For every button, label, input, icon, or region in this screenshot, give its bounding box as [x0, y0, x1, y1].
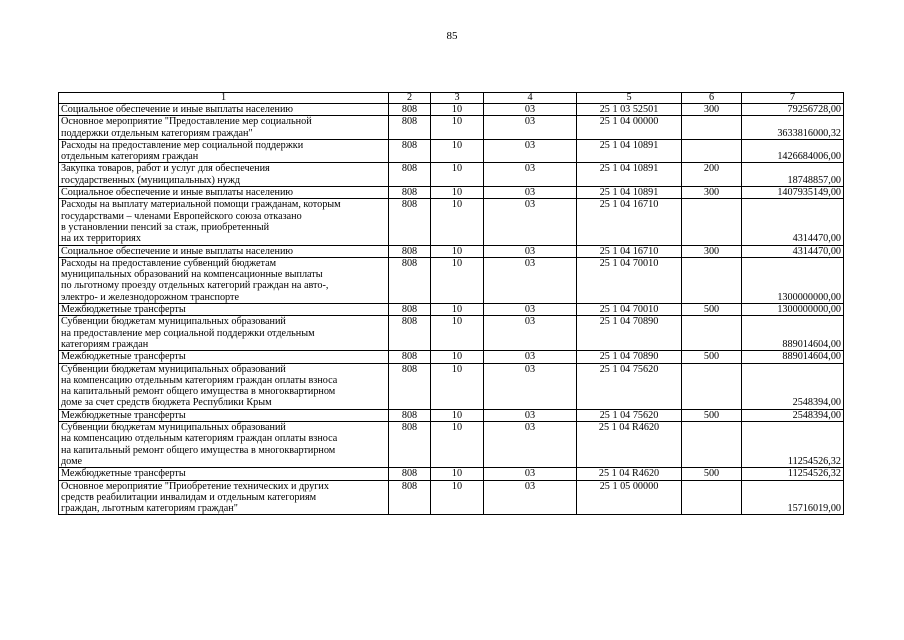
amount-cell: 889014604,00	[742, 316, 844, 351]
row-name-line: государственных (муниципальных) нужд	[61, 174, 241, 186]
header-cell: 3	[431, 93, 484, 104]
code-cell-c2: 808	[389, 422, 431, 468]
amount-cell: 2548394,00	[742, 363, 844, 409]
row-name-line: по льготному проезду отдельных категорий граждан на авто-,	[61, 280, 329, 292]
row-name-line: Субвенции бюджетам муниципальных образований	[61, 422, 286, 434]
code-cell-c4: 03	[484, 351, 577, 363]
amount-cell: 1300000000,00	[742, 257, 844, 303]
row-name-line: доме за счет средств бюджета Республики Крым	[61, 397, 272, 409]
code-cell-c6	[682, 116, 742, 140]
code-cell-c3: 10	[431, 409, 484, 421]
code-cell-c2: 808	[389, 316, 431, 351]
table-row	[59, 139, 844, 163]
header-cell: 5	[577, 93, 682, 104]
code-cell-c3: 10	[431, 257, 484, 303]
code-cell-c2: 808	[389, 139, 431, 163]
row-name-line: поддержки отдельным категориям граждан"	[61, 127, 253, 139]
row-name-line: Социальное обеспечение и иные выплаты населению	[61, 245, 294, 257]
amount-cell: 4314470,00	[742, 245, 844, 257]
row-name-line: Социальное обеспечение и иные выплаты населению	[61, 187, 294, 199]
table-row	[59, 480, 844, 515]
code-cell-c3: 10	[431, 187, 484, 199]
code-cell-c4: 03	[484, 257, 577, 303]
row-name-cell	[59, 422, 389, 468]
code-cell-c6: 500	[682, 351, 742, 363]
code-cell-c2: 808	[389, 187, 431, 199]
row-name-line: отдельным категориям граждан	[61, 151, 199, 163]
header-cell: 2	[389, 93, 431, 104]
code-cell-c4: 03	[484, 316, 577, 351]
code-cell-c3: 10	[431, 316, 484, 351]
amount-cell: 11254526,32	[742, 422, 844, 468]
code-cell-c4: 03	[484, 468, 577, 480]
row-name-line: доме	[61, 455, 83, 467]
row-name-line: Субвенции бюджетам муниципальных образований	[61, 316, 286, 328]
amount-cell: 11254526,32	[742, 468, 844, 480]
row-name-line: Межбюджетные трансферты	[61, 409, 186, 421]
row-name-line: Субвенции бюджетам муниципальных образований	[61, 363, 286, 375]
amount-cell: 79256728,00	[742, 104, 844, 116]
row-name-line: Расходы на выплату материальной помощи гражданам, которым	[61, 199, 341, 211]
code-cell-c2: 808	[389, 163, 431, 187]
amount-cell: 3633816000,32	[742, 116, 844, 140]
code-cell-c5: 25 1 04 70890	[577, 316, 682, 351]
row-name-line: Основное мероприятие "Предоставление мер социальной	[61, 116, 312, 128]
code-cell-c6	[682, 363, 742, 409]
code-cell-c3: 10	[431, 116, 484, 140]
amount-cell: 4314470,00	[742, 199, 844, 245]
code-cell-c5: 25 1 04 16710	[577, 245, 682, 257]
code-cell-c6	[682, 257, 742, 303]
row-name-line: средств реабилитации инвалидам и отдельным категориям	[61, 491, 317, 503]
amount-cell: 889014604,00	[742, 351, 844, 363]
code-cell-c2: 808	[389, 480, 431, 515]
row-name-line: на капитальный ремонт общего имущества в многоквартирном	[61, 386, 336, 398]
row-name-cell	[59, 480, 389, 515]
code-cell-c6: 300	[682, 187, 742, 199]
code-cell-c5: 25 1 04 70890	[577, 351, 682, 363]
table-row	[59, 187, 844, 199]
row-name-cell	[59, 363, 389, 409]
code-cell-c6: 500	[682, 304, 742, 316]
code-cell-c2: 808	[389, 351, 431, 363]
code-cell-c4: 03	[484, 245, 577, 257]
code-cell-c3: 10	[431, 163, 484, 187]
row-name-cell	[59, 409, 389, 421]
code-cell-c4: 03	[484, 199, 577, 245]
code-cell-c6	[682, 139, 742, 163]
code-cell-c2: 808	[389, 363, 431, 409]
table-row	[59, 245, 844, 257]
code-cell-c5: 25 1 04 75620	[577, 363, 682, 409]
header-cell: 6	[682, 93, 742, 104]
code-cell-c2: 808	[389, 304, 431, 316]
table-row	[59, 199, 844, 245]
code-cell-c6: 500	[682, 409, 742, 421]
code-cell-c4: 03	[484, 187, 577, 199]
row-name-line: Межбюджетные трансферты	[61, 304, 186, 316]
table-row	[59, 409, 844, 421]
code-cell-c3: 10	[431, 468, 484, 480]
code-cell-c4: 03	[484, 480, 577, 515]
table-row	[59, 104, 844, 116]
row-name-line: в установлении пенсий за стаж, приобретенный	[61, 221, 270, 233]
row-name-line: государствами – членами Европейского союза отказано	[61, 210, 302, 222]
row-name-cell	[59, 104, 389, 116]
code-cell-c3: 10	[431, 480, 484, 515]
code-cell-c6	[682, 316, 742, 351]
code-cell-c3: 10	[431, 199, 484, 245]
row-name-line: Основное мероприятие "Приобретение технических и других	[61, 480, 329, 492]
code-cell-c2: 808	[389, 245, 431, 257]
row-name-line: на компенсацию отдельным категориям граждан оплаты взноса	[61, 374, 338, 386]
budget-table	[58, 92, 844, 515]
code-cell-c3: 10	[431, 104, 484, 116]
amount-cell: 1426684006,00	[742, 139, 844, 163]
code-cell-c2: 808	[389, 409, 431, 421]
row-name-line: Закупка товаров, работ и услуг для обеспечения	[61, 163, 270, 175]
code-cell-c2: 808	[389, 468, 431, 480]
header-cell: 4	[484, 93, 577, 104]
code-cell-c4: 03	[484, 409, 577, 421]
code-cell-c2: 808	[389, 116, 431, 140]
code-cell-c4: 03	[484, 116, 577, 140]
row-name-line: на их территориях	[61, 233, 141, 245]
code-cell-c6: 300	[682, 104, 742, 116]
row-name-cell	[59, 351, 389, 363]
row-name-line: Расходы на предоставление мер социальной поддержки	[61, 139, 304, 151]
code-cell-c5: 25 1 04 70010	[577, 257, 682, 303]
row-name-line: Расходы на предоставление субвенций бюджетам	[61, 257, 277, 269]
table-row	[59, 351, 844, 363]
header-cell: 7	[742, 93, 844, 104]
code-cell-c5: 25 1 04 10891	[577, 139, 682, 163]
code-cell-c5: 25 1 04 R4620	[577, 468, 682, 480]
row-name-line: Социальное обеспечение и иные выплаты населению	[61, 104, 294, 115]
code-cell-c6: 300	[682, 245, 742, 257]
amount-cell: 15716019,00	[742, 480, 844, 515]
code-cell-c3: 10	[431, 304, 484, 316]
row-name-cell	[59, 116, 389, 140]
table-row	[59, 257, 844, 303]
code-cell-c2: 808	[389, 104, 431, 116]
amount-cell: 18748857,00	[742, 163, 844, 187]
code-cell-c2: 808	[389, 257, 431, 303]
table-row	[59, 363, 844, 409]
amount-cell: 1300000000,00	[742, 304, 844, 316]
code-cell-c4: 03	[484, 104, 577, 116]
code-cell-c5: 25 1 04 10891	[577, 187, 682, 199]
row-name-cell	[59, 245, 389, 257]
code-cell-c5: 25 1 04 R4620	[577, 422, 682, 468]
row-name-cell	[59, 163, 389, 187]
row-name-line: граждан, льготным категориям граждан"	[61, 503, 238, 515]
row-name-line: Межбюджетные трансферты	[61, 468, 186, 480]
code-cell-c2: 808	[389, 199, 431, 245]
code-cell-c5: 25 1 04 00000	[577, 116, 682, 140]
code-cell-c3: 10	[431, 351, 484, 363]
page-number: 85	[446, 30, 458, 42]
table-row	[59, 163, 844, 187]
row-name-line: на предоставление мер социальной поддержки отдельным	[61, 327, 315, 339]
code-cell-c4: 03	[484, 139, 577, 163]
code-cell-c5: 25 1 04 16710	[577, 199, 682, 245]
row-name-line: электро- и железнодорожном транспорте	[61, 291, 239, 303]
code-cell-c5: 25 1 04 75620	[577, 409, 682, 421]
code-cell-c4: 03	[484, 363, 577, 409]
code-cell-c4: 03	[484, 422, 577, 468]
table-row	[59, 116, 844, 140]
code-cell-c4: 03	[484, 163, 577, 187]
row-name-cell	[59, 316, 389, 351]
row-name-cell	[59, 199, 389, 245]
code-cell-c3: 10	[431, 422, 484, 468]
code-cell-c6	[682, 422, 742, 468]
row-name-cell	[59, 304, 389, 316]
code-cell-c6: 200	[682, 163, 742, 187]
header-cell: 1	[59, 93, 389, 104]
row-name-cell	[59, 139, 389, 163]
table-row	[59, 304, 844, 316]
code-cell-c5: 25 1 05 00000	[577, 480, 682, 515]
code-cell-c3: 10	[431, 245, 484, 257]
code-cell-c5: 25 1 03 52501	[577, 104, 682, 116]
code-cell-c4: 03	[484, 304, 577, 316]
table-body	[59, 104, 844, 515]
row-name-line: муниципальных образований на компенсационные выплаты	[61, 269, 323, 281]
code-cell-c3: 10	[431, 363, 484, 409]
row-name-line: категориям граждан	[61, 338, 149, 350]
table-row	[59, 316, 844, 351]
code-cell-c6	[682, 480, 742, 515]
row-name-cell	[59, 257, 389, 303]
row-name-cell	[59, 468, 389, 480]
table-row	[59, 468, 844, 480]
row-name-line: на компенсацию отдельным категориям граждан оплаты взноса	[61, 433, 338, 445]
code-cell-c6	[682, 199, 742, 245]
table-row	[59, 422, 844, 468]
amount-cell: 2548394,00	[742, 409, 844, 421]
row-name-line: Межбюджетные трансферты	[61, 351, 186, 363]
code-cell-c5: 25 1 04 10891	[577, 163, 682, 187]
row-name-line: на капитальный ремонт общего имущества в многоквартирном	[61, 444, 336, 456]
code-cell-c6: 500	[682, 468, 742, 480]
row-name-cell	[59, 187, 389, 199]
code-cell-c3: 10	[431, 139, 484, 163]
code-cell-c5: 25 1 04 70010	[577, 304, 682, 316]
table-header-row	[59, 93, 844, 104]
amount-cell: 1407935149,00	[742, 187, 844, 199]
